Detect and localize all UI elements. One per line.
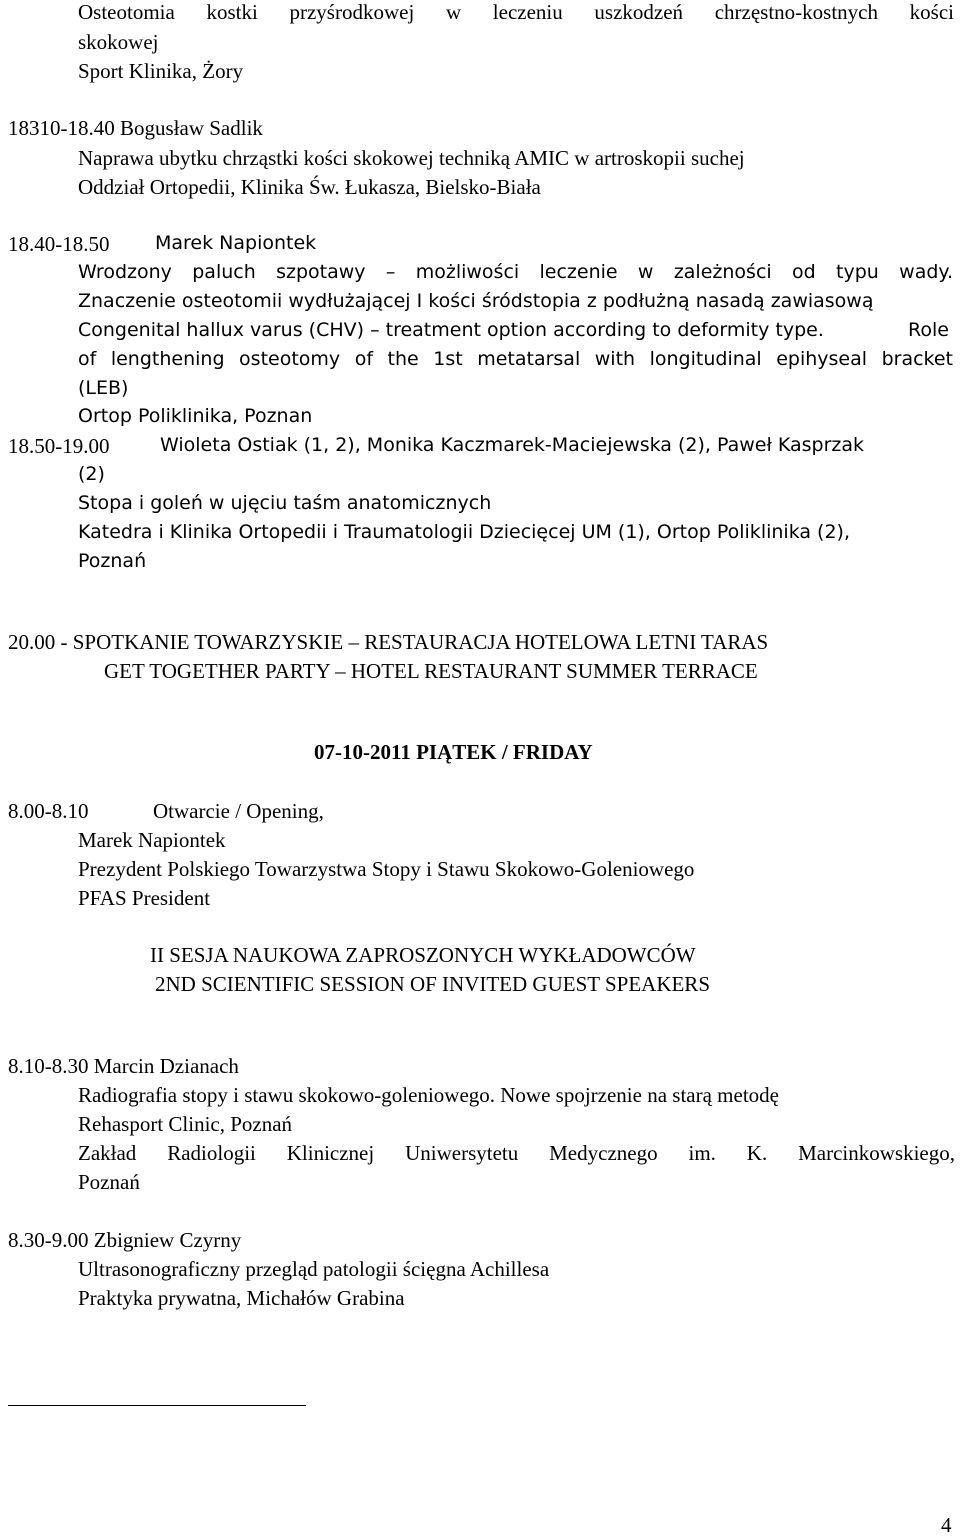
- talk-title-en: Role: [908, 319, 949, 341]
- affiliation: Praktyka prywatna, Michałów Grabina: [78, 1286, 405, 1310]
- speaker-names-cont: (2): [78, 463, 105, 485]
- affiliation-cont: Poznań: [78, 550, 147, 572]
- talk-title-en-cont: of lengthening osteotomy of the 1st metatarsal with longitudinal epihyseal bracket: [78, 348, 953, 370]
- affiliation-cont: Poznań: [78, 1170, 140, 1194]
- talk-title: Wrodzony paluch szpotawy – możliwości leczenie w zależności od typu wady.: [78, 261, 953, 283]
- affiliation: Rehasport Clinic, Poznań: [78, 1112, 293, 1136]
- speaker-name: Marek Napiontek: [78, 828, 226, 852]
- speaker-role: Prezydent Polskiego Towarzystwa Stopy i Stawu Skokowo-Goleniowego: [78, 857, 695, 881]
- opening-title: Otwarcie / Opening,: [153, 799, 324, 823]
- affiliation: Ortop Poliklinika, Poznan: [78, 405, 313, 427]
- day-heading: 07-10-2011 PIĄTEK / FRIDAY: [314, 740, 593, 764]
- affiliation: Sport Klinika, Żory: [78, 59, 244, 83]
- affiliation: Katedra i Klinika Ortopedii i Traumatologii Dziecięcej UM (1), Ortop Poliklinika (2),: [78, 521, 850, 543]
- talk-title: Naprawa ubytku chrząstki kości skokowej techniką AMIC w artroskopii suchej: [78, 146, 745, 170]
- abstract-title: Osteotomia kostki przyśrodkowej w leczeniu uszkodzeń chrzęstno-kostnych kości: [78, 0, 954, 24]
- talk-title-en-cont: (LEB): [78, 377, 129, 399]
- talk-title: Radiografia stopy i stawu skokowo-goleniowego. Nowe spojrzenie na starą metodę: [78, 1083, 779, 1107]
- session-heading-en: 2ND SCIENTIFIC SESSION OF INVITED GUEST SPEAKERS: [155, 972, 710, 996]
- talk-title: Ultrasonograficzny przegląd patologii ścięgna Achillesa: [78, 1257, 550, 1281]
- talk-title: Stopa i goleń w ujęciu taśm anatomicznych: [78, 492, 492, 514]
- session-time: 8.00-8.10: [8, 799, 89, 823]
- speaker-role-en: PFAS President: [78, 886, 211, 910]
- talk-title-en: Congenital hallux varus (CHV) – treatment option according to deformity type.: [78, 319, 824, 341]
- session-entry-time-speaker: 8.30-9.00 Zbigniew Czyrny: [8, 1228, 242, 1252]
- affiliation: Zakład Radiologii Klinicznej Uniwersytetu Medycznego im. K. Marcinkowskiego,: [78, 1141, 955, 1165]
- social-event-en: GET TOGETHER PARTY – HOTEL RESTAURANT SUMMER TERRACE: [104, 659, 758, 683]
- footnote-separator: [8, 1405, 306, 1406]
- session-heading: II SESJA NAUKOWA ZAPROSZONYCH WYKŁADOWCÓW: [150, 943, 696, 967]
- speaker-name: Marek Napiontek: [155, 232, 317, 254]
- session-time: 18.50-19.00: [8, 434, 110, 458]
- affiliation: Oddział Ortopedii, Klinika Św. Łukasza, Bielsko-Biała: [78, 175, 541, 199]
- speaker-names: Wioleta Ostiak (1, 2), Monika Kaczmarek-Maciejewska (2), Paweł Kasprzak: [160, 434, 865, 456]
- session-time: 18.40-18.50: [8, 232, 110, 256]
- session-entry-time-speaker: 18310-18.40 Bogusław Sadlik: [8, 116, 263, 140]
- social-event: 20.00 - SPOTKANIE TOWARZYSKIE – RESTAURACJA HOTELOWA LETNI TARAS: [8, 630, 769, 654]
- page-number: 4: [941, 1513, 952, 1537]
- abstract-title-cont: skokowej: [78, 30, 159, 54]
- talk-title-cont: Znaczenie osteotomii wydłużającej I kości śródstopia z podłużną nasadą zawiasową: [78, 290, 874, 312]
- session-entry-time-speaker: 8.10-8.30 Marcin Dzianach: [8, 1054, 239, 1078]
